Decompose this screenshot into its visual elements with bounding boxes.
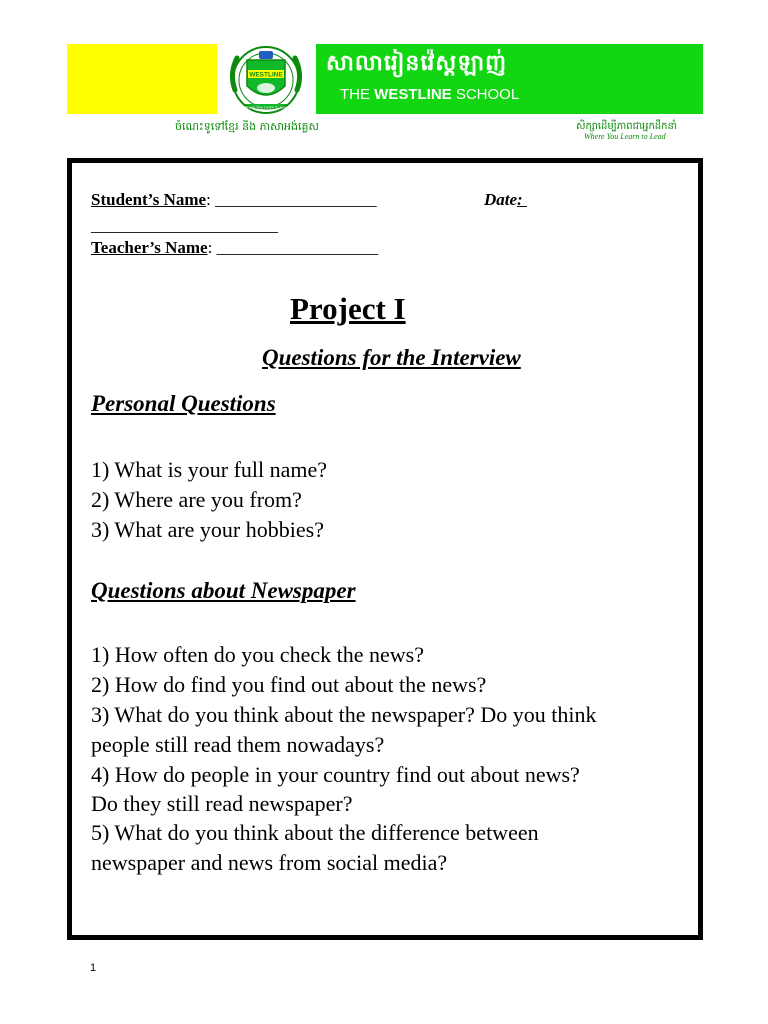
school-name-english xyxy=(340,86,519,103)
list-item: 1) What is your full name? xyxy=(91,457,328,482)
logo-ring-text: Where You Learn to Lead xyxy=(243,104,289,110)
khmer-subtitle-right: សិក្សាដើម្បីភាពជាអ្នកដឹកនាំ xyxy=(576,121,678,132)
section-heading-personal: Personal Questions xyxy=(91,391,276,416)
page-title: Project I xyxy=(290,291,406,326)
page-subtitle: Questions for the Interview xyxy=(262,345,521,370)
date-underline xyxy=(523,190,527,209)
student-name-field xyxy=(91,190,377,210)
list-item: 2) How do find you find out about the news? xyxy=(91,672,487,697)
date-label: Date xyxy=(484,190,518,209)
list-item: 3) What are your hobbies? xyxy=(91,517,324,542)
globe-icon xyxy=(257,83,275,93)
list-item: 5) What do you think about the difference between xyxy=(91,820,539,845)
school-name-main: WESTLINE xyxy=(374,86,452,103)
section-heading-newspaper: Questions about Newspaper xyxy=(91,578,356,603)
header-yellow-band xyxy=(67,44,217,114)
date-field xyxy=(484,190,527,210)
school-name-khmer: សាលារៀនវ៉េស្តឡាញ់ xyxy=(326,51,508,76)
student-name-label: Student’s Name xyxy=(91,190,207,209)
list-item: 4) How do people in your country find out about news? xyxy=(91,762,580,787)
logo-label: WESTLINE xyxy=(249,71,283,79)
teacher-name-label: Teacher’s Name xyxy=(91,238,208,257)
school-logo xyxy=(221,44,311,118)
school-tagline: Where You Learn to Lead xyxy=(584,132,666,141)
date-blank: ______________________ xyxy=(91,216,278,235)
student-name-colon: : xyxy=(206,190,211,209)
date-colon: : xyxy=(517,190,523,209)
teacher-name-field xyxy=(91,238,378,258)
school-name-prefix: THE xyxy=(340,86,370,103)
school-crest-icon xyxy=(221,44,311,118)
student-name-blank: ___________________ xyxy=(215,190,377,209)
list-item: Do they still read newspaper? xyxy=(91,791,353,816)
list-item: 1) How often do you check the news? xyxy=(91,642,424,667)
list-item: people still read them nowadays? xyxy=(91,732,385,757)
list-item: 3) What do you think about the newspaper? Do you think xyxy=(91,702,597,727)
book-icon xyxy=(259,51,273,59)
list-item: 2) Where are you from? xyxy=(91,487,302,512)
teacher-name-colon: : xyxy=(207,238,213,257)
khmer-subtitle-left: ចំណេះទូទៅខ្មែរ និង ភាសាអង់គ្លេស xyxy=(175,120,319,133)
teacher-name-blank: ___________________ xyxy=(216,238,379,257)
page-number: 1 xyxy=(90,962,97,974)
list-item: newspaper and news from social media? xyxy=(91,850,448,875)
school-name-suffix: SCHOOL xyxy=(455,86,520,103)
